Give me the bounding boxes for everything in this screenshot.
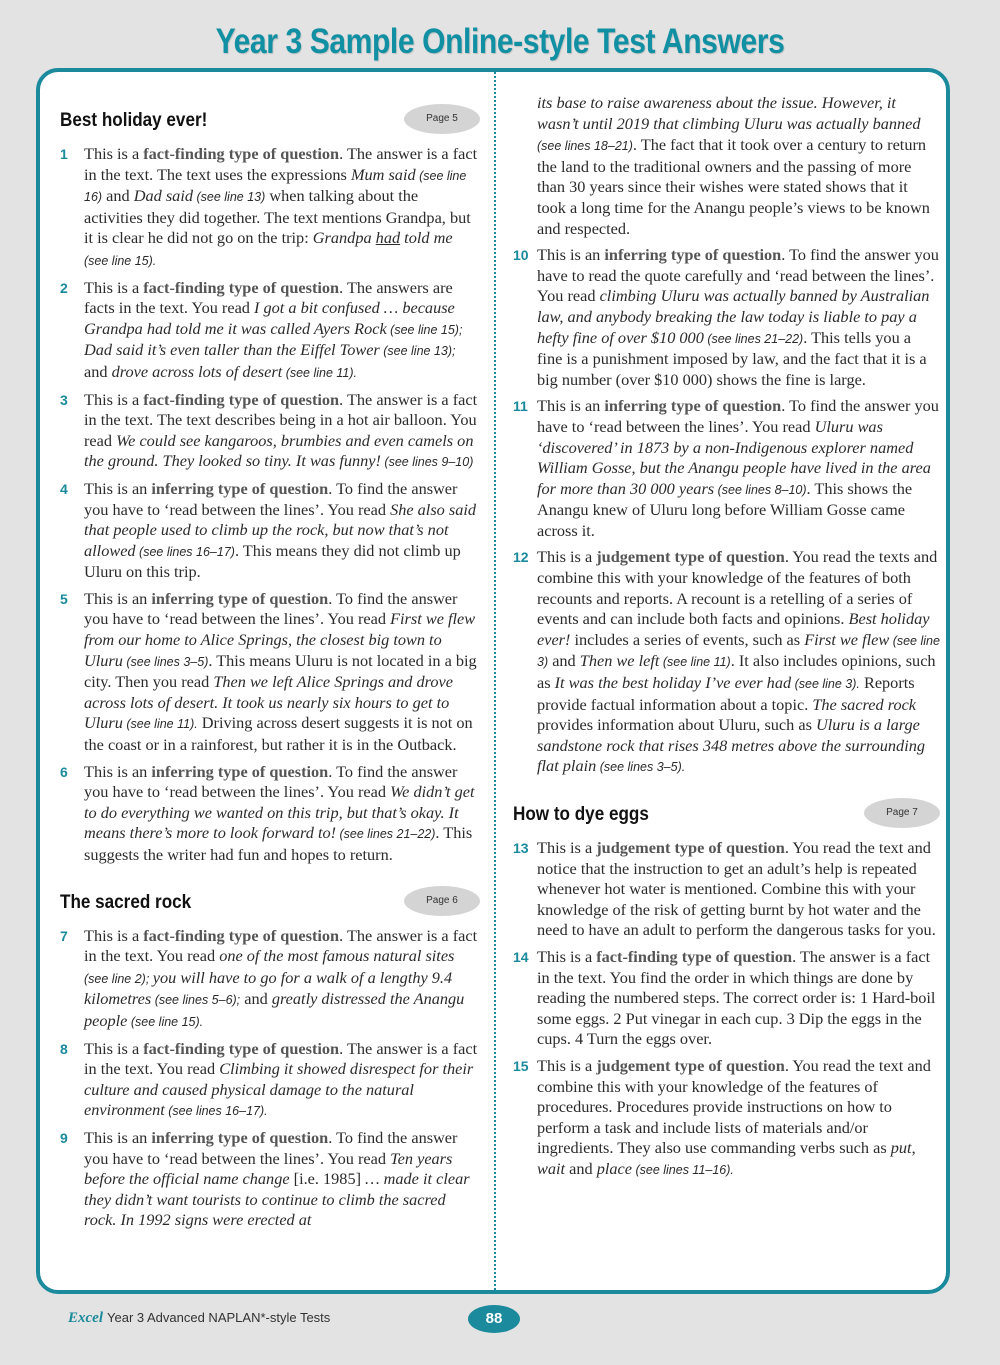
question-type: fact-finding type of question [143,1038,340,1058]
column-divider [494,72,496,1294]
line-reference: (see lines 9–10) [380,455,474,470]
answer-item [40,1039,480,1122]
question-type: judgement type of question [596,1055,785,1075]
line-reference: (see line 3) [537,633,940,670]
answer-text: . This shows the Anangu knew of Uluru long before William Gosse came across it. [537,478,913,540]
line-reference: (see line 3). [791,677,860,692]
answer-text: This is an [84,1127,152,1147]
answer-text: . To find the answer you have to read the quote carefully and ‘read between the lines’. You read [537,245,939,306]
quoted-text: We could see kangaroos, brumbies and even camels on the ground. They looked so tiny. It was funny! [84,430,474,471]
question-number: 1 [60,146,68,162]
emphasised-word: had [375,228,401,248]
answer-text: This is a [84,144,144,163]
line-reference: (see lines 3–5). [596,760,686,775]
answer-text: . To find the answer you have to ‘read between the lines’. You read [84,478,458,519]
answer-text: . The answer is a fact in the text. The text uses the expressions [84,144,478,184]
answer-item [40,144,480,272]
quoted-text: greatly distressed the Anangu people [84,989,465,1030]
question-number: 15 [513,1057,529,1074]
answer-text: This is a [537,547,597,567]
answer-text: . The fact that it took over a century to return the land to the traditional owners and the passing of more than 30 years since their wishes were stated shows that it took a long time for the Anangu people’s views to be known and respected. [537,135,930,238]
question-number: 6 [60,763,68,780]
line-reference: (see line 15). [84,253,157,268]
question-type: judgement type of question [596,838,785,857]
line-reference: (see lines 8–10) [714,482,807,497]
question-type: inferring type of question [151,761,329,781]
quoted-text: First we flew from our home to Alice Springs, the closest big town to Uluru [84,609,476,670]
answer-text: This is a [84,1038,144,1058]
quoted-text: one of the most famous natural sites [219,946,455,966]
section-header [40,886,480,920]
question-number: 14 [513,948,529,965]
question-number: 4 [60,480,68,497]
answer-item [40,926,480,1033]
quoted-text: put [890,1138,912,1158]
line-reference: (see lines 21–22) [703,331,804,346]
answer-text: . To find the answer you have to ‘read between the lines’. You read [84,588,458,629]
answer-text: provides information about Uluru, such as [537,715,816,735]
line-reference: (see lines 3–5) [122,654,209,669]
answer-text: This is a [537,1055,597,1075]
answer-text: . This tells you a fine is a punishment imposed by law, and the fact that it is a big number (over $10 000) shows the fine is large. [537,327,927,389]
line-reference: (see line 16) [84,168,467,205]
question-type: inferring type of question [151,588,329,608]
answer-text: This is an [84,588,152,608]
line-reference: (see line 15); [386,322,463,337]
answer-item [40,1128,480,1231]
answer-text: . The answers are facts in the text. You read [84,277,453,318]
quoted-text: She also said that people used to climb up the rock, but now that’s not allowed [84,499,477,560]
answer-text: This is an [84,761,152,781]
line-reference: (see line 15). [127,1014,204,1029]
quoted-text: its base to raise awareness about the issue. However, it wasn’t until 2019 that climbing Uluru was actually banned [537,93,921,133]
section-header [40,104,480,138]
line-reference: (see lines 16–17). [164,1104,268,1119]
question-number: 13 [513,840,529,856]
answer-text: . To find the answer you have to ‘read between the lines’. You read [537,396,939,436]
answer-text: and [102,186,134,206]
line-reference: (see line 11) [659,655,731,670]
answer-text: This is an [84,478,152,498]
question-number: 7 [60,927,68,944]
answer-text: [i.e. 1985] [289,1169,366,1189]
page-title: Year 3 Sample Online-style Test Answers [215,22,785,61]
question-type: inferring type of question [604,245,782,265]
question-number: 11 [513,398,528,415]
section-header [510,798,940,832]
answer-text: . You read the text and combine this with your knowledge of the features of procedures. Procedures provide instructions on how to perform a task and include lists of materials and/or ingredients. They also use commanding verbs such as [537,1055,931,1158]
answer-text: This is a [537,838,597,857]
quoted-text: drove across lots of desert [111,361,283,381]
answer-text: This is a [84,389,144,409]
line-reference: (see line 11). [122,717,198,732]
answer-item [40,278,480,384]
answer-item [510,838,940,941]
answer-continuation [510,93,940,239]
section-title: How to dye eggs [513,804,649,825]
line-reference: (see lines 21–22) [336,827,436,842]
answer-text: . The answer is a fact in the text. You read [84,1038,478,1079]
quoted-text: Uluru was ‘discovered’ in 1873 by a non-Indigenous explorer named William Gosse, but the Anangu people have lived in the area for more than 30 000 years [537,416,931,498]
answer-item [40,589,480,756]
answer-text: . The answer is a fact in the text. The text describes being in a hot air balloon. You read [84,389,478,450]
line-reference: (see line 2); [84,971,153,986]
answer-item [40,479,480,583]
quoted-text: Ten years before the official name change [84,1148,453,1189]
question-type: inferring type of question [151,1127,329,1147]
answer-text: and [240,989,272,1009]
question-type: fact-finding type of question [143,277,340,297]
question-type: fact-finding type of question [596,946,793,966]
page-reference-badge: Page 6 [404,886,480,916]
answer-item [510,396,940,541]
answer-item [510,947,940,1050]
quoted-text: Climbing it showed disrespect for their culture and caused physical damage to the natural environment [84,1059,474,1120]
quoted-text: … made it clear they didn’t want tourists to continue to climb the sacred rock. In 1992 signs were erected at [84,1169,470,1230]
line-reference: (see lines 5–6); [151,993,241,1008]
answer-item [510,245,940,390]
line-reference: (see lines 16–17) [135,544,235,559]
quoted-text: place [596,1158,632,1178]
question-number: 10 [513,247,529,264]
answer-item [510,1056,940,1181]
question-number: 8 [60,1040,68,1057]
answer-text: and [84,361,112,381]
answer-text: includes a series of events, such as [570,629,805,649]
quoted-text: you will have to go for a walk of a lengthy 9.4 kilometres [84,967,453,1009]
brand-logo: Excel [68,1310,103,1326]
answer-text: and [548,651,580,671]
quoted-text: The sacred rock [812,694,917,714]
quoted-text: Dad said [133,186,193,206]
question-number: 5 [60,590,68,607]
left-column [40,104,480,1237]
answer-text: , [911,1138,916,1158]
quoted-text: Grandpa [312,228,376,248]
answer-text: when talking about the activities they did together. The text mentions Grandpa, but it is clear he did not go on the trip: [84,186,471,248]
quoted-text: Then we left Alice Springs and drove across lots of desert. It took us nearly six hours to get to Uluru [84,672,453,733]
page-number: 88 [468,1305,520,1333]
section-title: The sacred rock [60,891,192,913]
quoted-text: I got a bit confused … because Grandpa had told me it was called Ayers Rock [84,298,455,338]
question-number: 3 [60,391,68,408]
answer-text: This is an [537,245,605,265]
quoted-text: Best holiday ever! [537,609,930,649]
answer-text: . This suggests the writer had fun and hopes to return. [84,823,473,864]
line-reference: (see line 13); [379,344,456,359]
answer-text: . The answer is a fact in the text. You find the order in which things are done by reading the numbered steps. The correct order is: 1 Hard-boil some eggs. 2 Put vinegar in each cup. 3 Dip the eggs in the cups. 4 Turn the eggs over. [537,946,936,1049]
line-reference: (see lines 11–16). [631,1162,734,1177]
page-reference-badge: Page 7 [864,798,940,828]
question-type: fact-finding type of question [143,389,340,409]
book-title: Year 3 Advanced NAPLAN*-style Tests [107,1310,331,1325]
answer-item [40,390,480,473]
quoted-text: Uluru is a large sandstone rock that rises 348 metres above the surrounding flat plain [537,715,925,776]
answer-text: . You read the text and notice that the instruction to get an adult’s help is repeated whenever hot water is mentioned. Combine this with your knowledge of the risk of getting burnt by hot water and the need to have an adult to perform the dangerous tasks for you. [537,838,936,940]
right-column [510,93,940,1187]
question-type: inferring type of question [604,396,782,416]
answer-item [510,547,940,778]
line-reference: (see line 13) [193,190,266,205]
answer-text: . This means Uluru is not located in a big city. Then you read [84,650,477,692]
line-reference: (see line 11). [282,365,358,380]
line-reference: (see lines 18–21) [537,139,633,154]
answer-text: . This means they did not climb up Uluru on this trip. [84,540,461,582]
question-number: 12 [513,549,529,566]
answer-text: Reports provide factual information about a topic. [537,673,915,714]
section-title: Best holiday ever! [60,110,208,131]
answer-text: This is an [537,396,605,416]
footer-book-title [68,1310,330,1327]
answer-text: This is a [84,925,144,945]
answer-text: and [565,1158,597,1178]
quoted-text: climbing Uluru was actually banned by Australian law, and anybody breaking the law today is liable to pay a hefty fine of over $10 000 [537,286,930,347]
quoted-text: wait [537,1158,566,1178]
question-type: inferring type of question [151,478,329,498]
answer-text: . To find the answer you have to ‘read between the lines’. You read [84,761,458,802]
quoted-text: First we flew [804,629,890,649]
question-type: fact-finding type of question [143,144,340,163]
question-type: fact-finding type of question [143,925,340,945]
quoted-text: told me [400,228,453,248]
answer-text: . You read the texts and combine this with your knowledge of the features of both recounts and reports. A recount is a retelling of a series of events and can include both facts and opinions. [537,547,938,629]
question-type: judgement type of question [596,547,785,567]
quoted-text: Dad said it’s even taller than the Eiffel Tower [84,340,380,360]
quoted-text: It was the best holiday I’ve ever had [554,673,792,693]
answer-text: . To find the answer you have to ‘read between the lines’. You read [84,1127,458,1168]
quoted-text: Then we left [579,651,660,671]
quoted-text: We didn’t get to do everything we wanted on this trip, but that’s okay. It means there’s more to look forward to! [84,782,475,843]
question-number: 9 [60,1129,68,1146]
quoted-text: Mum said [350,164,416,184]
answer-text: . It also includes opinions, such as [537,651,936,693]
answer-text: This is a [537,946,597,966]
answer-text: . The answer is a fact in the text. You read [84,925,478,966]
page-reference-badge: Page 5 [404,104,480,134]
answer-text: Driving across desert suggests it is not on the coast or in a rainforest, but rather it is in the Outback. [84,713,473,755]
answer-text: This is a [84,277,144,297]
answer-item [40,762,480,866]
question-number: 2 [60,279,68,296]
